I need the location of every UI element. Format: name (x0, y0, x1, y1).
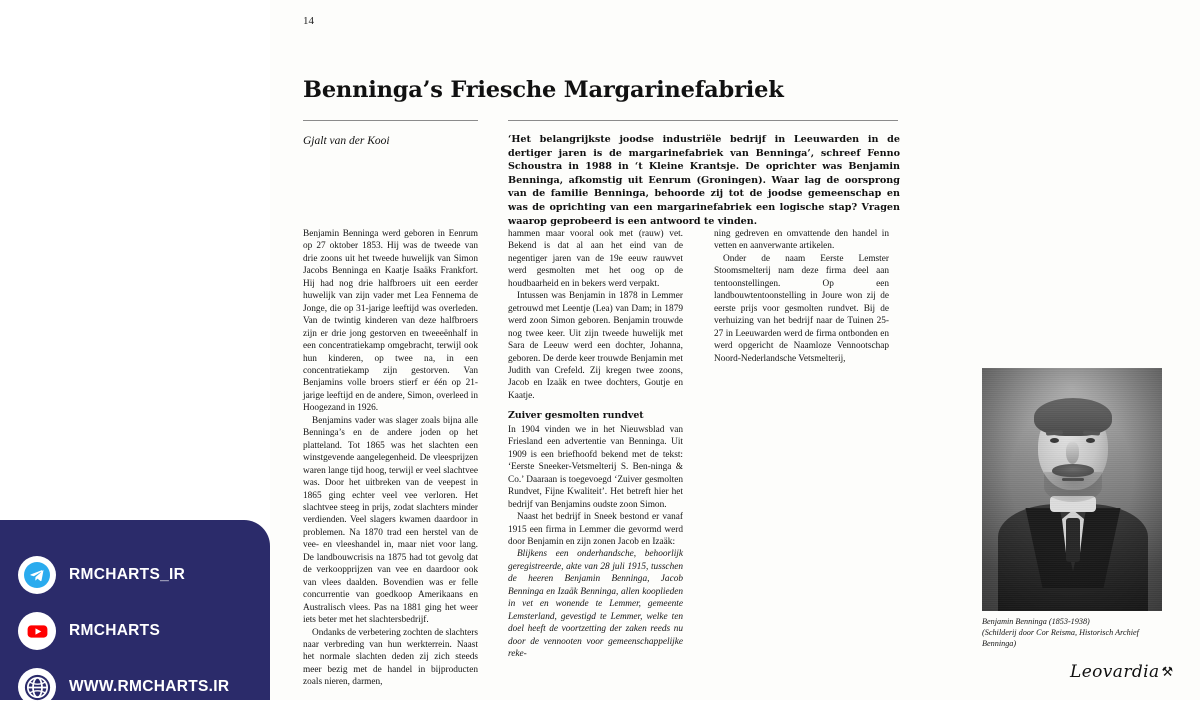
paragraph: In 1904 vinden we in het Nieuwsblad van Friesland een advertentie van Benninga. Uit 1909 is een briefhoofd bekend met de tekst: ‘Eerste Sneeker-Vetsmelterij S. Ben-ninga & Co.’ Daaraan is toegevoegd ‘Zuiver gesmolten Rundvet, Fijne Kwaliteit’. Het betreft hier het bedrijf van Benjamins oudste zoon Simon. (508, 424, 683, 510)
paragraph: Onder de naam Eerste Lemster Stoomsmelterij nam deze firma deel aan tentoonstellingen. Op een landbouwtentoonstelling in Joure won zij de eerste prijs voor gesmolten rundvet. Bij de verhuizing van het bedrijf naar de Tuinen 25-27 in Leeuwarden werd de firma ontbonden en werd opgericht de Naamloze Vennootschap Noord-Nederlandsche Vetsmelterij, (714, 253, 889, 364)
anvil-icon: ⚒ (1161, 665, 1174, 680)
divider-right (508, 120, 898, 121)
telegram-icon (18, 556, 56, 594)
document-page (270, 0, 1200, 700)
watermark-row-telegram[interactable] (18, 556, 185, 594)
figure-portrait (982, 368, 1162, 649)
publication-logo (1070, 662, 1174, 682)
page-number: 14 (303, 15, 314, 27)
byline-author: Gjalt van der Kooi (303, 135, 390, 147)
paragraph: ning gedreven en omvattende den handel in vetten en aanverwante artikelen. (714, 229, 889, 252)
watermark-row-youtube[interactable] (18, 612, 160, 650)
portrait-grain (982, 368, 1162, 611)
publication-logo-text: Leovardia (1070, 662, 1160, 682)
section-heading: Zuiver gesmolten rundvet (508, 410, 644, 422)
watermark-panel (0, 520, 270, 700)
text-column-1 (303, 228, 478, 689)
portrait-image (982, 368, 1162, 611)
watermark-label: RMCHARTS_IR (69, 566, 186, 583)
paragraph: hammen maar vooral ook met (rauw) vet. Bekend is dat al aan het eind van de negentiger jaren van de 19e eeuw rauwvet werd gesmolten met het oog op de houdbaarheid en in bekers werd verpakt. (508, 229, 683, 289)
figure-caption (982, 616, 1162, 649)
caption-line-2: (Schilderij door Cor Reisma, Historisch Archief Benninga) (982, 628, 1139, 649)
watermark-label: RMCHARTS (69, 622, 161, 639)
youtube-icon (18, 612, 56, 650)
quoted-deed-text: Blijkens een onderhandsche, behoorlijk geregistreerde, akte van 28 juli 1915, tusschen de heeren Benjamin Benninga, Jacob Benninga en Izaäk Benninga, allen kooplieden in vet en wonende te Lemmer, gemeente Lemsterland, gevestigd te Lemmer, welke ten doel heeft de voortzetting der zaken reeds nu door de vennooten voor gemeenschappelijke reke- (508, 549, 683, 660)
paragraph: Ondanks de verbetering zochten de slachters naar verbreding van hun werkterrein. Naast het normale slachten deden zij zich steeds meer bezig met de handel in bijproducten zoals nieren, darmen, (303, 627, 478, 688)
divider-left (303, 120, 478, 121)
globe-icon (18, 668, 56, 706)
watermark-row-website[interactable] (18, 668, 229, 706)
caption-line-1: Benjamin Benninga (1853-1938) (982, 617, 1090, 626)
paragraph: Benjamin Benninga werd geboren in Eenrum op 27 oktober 1853. Hij was de tweede van drie zoons uit het tweede huwelijk van Simon Jacobs Benninga en Kaatje Isaäks Frankfort. Hij had nog drie halfbroers uit een eerder huwelijk van zijn vader met Lea Fennema de Jonge, die op 31-jarige leeftijd was overleden. Van de twintig kinderen van deze halfbroers zijn er drie jong gestorven en tweeeënhalf in een concentratiekamp omgebracht, terwijl ook hun kinderen, op twee na, in een concentratiekamp zijn gestorven. Van Benjamins volle broers stierf er één op 21-jarige leeftijd en de andere, Simon, overleed in Hoogezand in 1926. (303, 229, 478, 414)
paragraph: Intussen was Benjamin in 1878 in Lemmer getrouwd met Leentje (Lea) van Dam; in 1879 werd zoon Simon geboren. Benjamin trouwde nog twee keer. Uit zijn tweede huwelijk met Sara de Leeuw werd een dochter, Johanna, geboren. De derde keer trouwde Benjamin met Judith van Crefeld. Zij kregen twee zoons, Jacob en Izaäk en twee dochters, Goutje en Kaatje. (508, 291, 683, 401)
page-title: Benninga’s Friesche Margarinefabriek (303, 77, 784, 104)
text-column-2 (508, 228, 683, 661)
watermark-label: WWW.RMCHARTS.IR (69, 678, 230, 695)
paragraph: Benjamins vader was slager zoals bijna alle Benninga’s en de andere joden op het platteland. Tot 1865 was het slachten een winstgevende aangelegenheid. De vleesprijzen waren lange tijd hoog, terwijl er veel slachtvee was. Door het uitbreken van de veepest in 1865 ging echter veel vee verloren. Het slachtvee steeg in prijs, zodat slachters minder verdienden. Veel slagers kwamen daardoor in problemen. Na 1870 trad een herstel van de vee- en vleeshandel in, maar niet voor lang. De landbouwcrisis na 1875 had tot gevolg dat de verkoopprijzen van vee en daardoor ook van vlees daalden. Bovendien was er felle concurrentie van goedkoop Amerikaans en Australisch vlees. Pas na 1881 ging het weer iets beter met het slachtersbedrijf. (303, 415, 478, 626)
lead-paragraph: ‘Het belangrijkste joodse industriële bedrijf in Leeuwarden in de dertiger jaren is de margarinefabriek van Benninga’, schreef Fenno Schoustra in 1988 in ‘t Kleine Krantsje. De oprichter was Benjamin Benninga, afkomstig uit Eenrum (Groningen). Waar lag de oorsprong van de familie Benninga, behoorde zij tot de joodse gemeenschap en was de oprichting van een margarinefabriek een logische stap? Vragen waarop geprobeerd is een antwoord te vinden. (508, 134, 900, 227)
paragraph: Naast het bedrijf in Sneek bestond er vanaf 1915 een firma in Lemmer die gevormd werd door Benjamin en zijn zonen Jacob en Izaäk: (508, 512, 683, 548)
text-column-3 (714, 228, 889, 365)
